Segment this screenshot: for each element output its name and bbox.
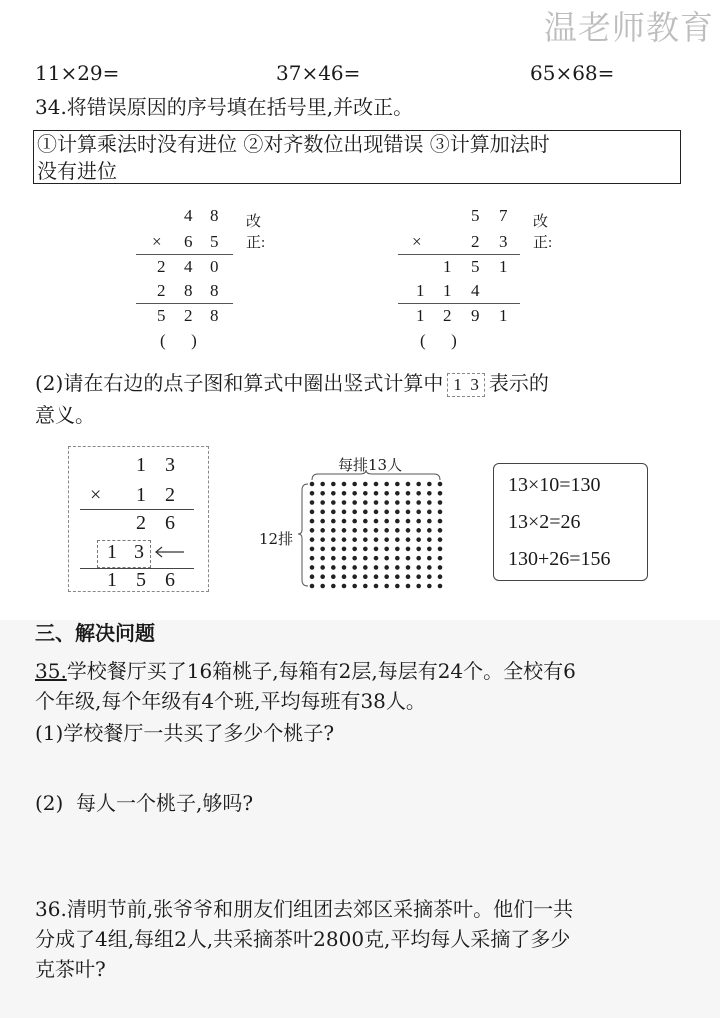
dot [395,565,400,570]
dot [416,482,421,487]
reason-options-line2: 没有进位 [37,159,117,183]
times-sign: × [90,484,102,506]
exercise-37x46: 37×46= [276,61,361,85]
part-2-text-b: 表示的 [488,371,549,395]
reason-options-box [33,130,681,184]
dot [363,537,368,542]
dot [363,565,368,570]
digit: 2 [157,281,166,300]
dot [331,574,336,579]
dot [438,565,443,570]
dot [342,556,347,561]
dot [331,510,336,515]
dot [395,482,400,487]
dot [395,584,400,589]
dot [342,537,347,542]
question-36-line3: 克茶叶? [35,957,106,981]
dot [427,565,432,570]
digit: 6 [165,512,175,534]
dot [438,519,443,524]
dot [342,500,347,505]
dot [416,537,421,542]
dot [331,556,336,561]
dot [352,547,357,552]
part-2-instruction [35,368,549,398]
dot [406,556,411,561]
dot [384,510,389,515]
dot [331,500,336,505]
dot [374,519,379,524]
digit: 6 [184,232,193,251]
dot [331,528,336,533]
digit: 4 [184,257,193,276]
dot [342,491,347,496]
dot [352,491,357,496]
digit: 5 [471,257,480,276]
dot [384,519,389,524]
question-36-line1: 36.清明节前,张爷爷和朋友们组团去郊区采摘茶叶。他们一共 [35,897,574,921]
part-2-instruction-cont: 意义。 [35,403,95,427]
digit: 2 [165,484,175,506]
exercise-65x68: 65×68= [530,61,615,85]
digit: 1 [107,541,117,563]
dot [416,565,421,570]
digit: 8 [210,306,219,325]
question-35-number: 35. [35,659,67,683]
digit: 3 [499,232,508,251]
dot [416,528,421,533]
dot [427,500,432,505]
dot [363,556,368,561]
dot [384,528,389,533]
digit: 9 [471,306,480,325]
digit: 1 [107,569,117,591]
dot [384,574,389,579]
dot [310,519,315,524]
dot [406,510,411,515]
dot [310,565,315,570]
dot [331,491,336,496]
dot [438,547,443,552]
dot [310,500,315,505]
dot [331,584,336,589]
dot [416,519,421,524]
dot [406,500,411,505]
dot [363,584,368,589]
dot [331,565,336,570]
dot [363,528,368,533]
dot-side-label: 12排 [259,530,294,548]
dot [395,491,400,496]
question-36-line2: 分成了4组,每组2人,共采摘茶叶2800克,平均每人采摘了多少 [35,927,571,951]
digit: 1 [443,281,452,300]
dashed-digit-box: 1 3 [447,373,485,397]
dot [416,500,421,505]
question-35-sub1: (1)学校餐厅一共买了多少个桃子? [35,721,335,745]
dot [384,491,389,496]
dot [395,537,400,542]
dot [310,482,315,487]
dot [310,547,315,552]
dot [374,547,379,552]
dot [416,547,421,552]
dot [406,491,411,496]
dot [352,510,357,515]
dot [384,547,389,552]
dot [438,556,443,561]
dot [406,565,411,570]
answer-paren: ( ) [420,331,457,350]
dot [352,519,357,524]
dot [406,574,411,579]
dot [438,537,443,542]
digit: 4 [471,281,480,300]
question-34-title: 34.将错误原因的序号填在括号里,并改正。 [35,95,414,119]
dot [406,482,411,487]
dot [320,574,325,579]
dot [374,500,379,505]
dot [310,556,315,561]
dot [363,510,368,515]
dot [395,528,400,533]
dot [427,584,432,589]
watermark: 温老师教育 [544,8,714,47]
dot [406,537,411,542]
digit: 1 [416,281,425,300]
dot [363,491,368,496]
dot [352,556,357,561]
dot [406,547,411,552]
dot [320,584,325,589]
digit: 1 [136,454,146,476]
section-3-title: 三、解决问题 [35,621,155,645]
dot [384,556,389,561]
dot [384,584,389,589]
question-35-line1 [35,656,576,686]
dot [374,556,379,561]
digit: 1 [443,257,452,276]
digit: 0 [210,257,219,276]
part-2-text-a: (2)请在右边的点子图和算式中圈出竖式计算中 [35,371,444,395]
dot [438,584,443,589]
digit: 7 [499,206,508,225]
dot [352,500,357,505]
dot [374,574,379,579]
digit: 3 [134,541,144,563]
dot [438,482,443,487]
equation-2: 13×2=26 [508,511,581,533]
dot [384,537,389,542]
times-sign: × [412,232,422,251]
question-35-sub2: (2) 每人一个桃子,够吗? [35,791,254,815]
reason-options-line1: ①计算乘法时没有进位 ②对齐数位出现错误 ③计算加法时 [37,132,550,156]
dot [374,584,379,589]
dot [427,482,432,487]
dot [310,584,315,589]
digit: 1 [499,257,508,276]
exercise-11x29: 11×29= [35,61,120,85]
digit: 2 [157,257,166,276]
dot [416,574,421,579]
dot [320,547,325,552]
dot [331,547,336,552]
dot-top-label: 每排13人 [338,456,403,474]
dot [320,500,325,505]
dot [427,537,432,542]
correction-label: 改正: [533,214,553,251]
answer-paren: ( ) [160,331,197,350]
equation-1: 13×10=130 [508,474,601,496]
digit: 5 [210,232,219,251]
dot [352,565,357,570]
dot [320,510,325,515]
equation-3: 130+26=156 [508,548,611,570]
dot [342,574,347,579]
dot [406,528,411,533]
dot [342,547,347,552]
dot [374,491,379,496]
digit: 5 [157,306,166,325]
question-35-line2: 个年级,每个年级有4个班,平均每班有38人。 [35,689,426,713]
dot [320,565,325,570]
dot [331,537,336,542]
digit: 2 [471,232,480,251]
dot [427,519,432,524]
dot [352,574,357,579]
dot [342,519,347,524]
dot-array-diagram [290,470,450,594]
dot [416,510,421,515]
dot [342,482,347,487]
dot [363,482,368,487]
dot [363,500,368,505]
dot [320,491,325,496]
dot [363,574,368,579]
dot [374,528,379,533]
dot [427,547,432,552]
dot [438,528,443,533]
dot [374,510,379,515]
dot [352,528,357,533]
dot [374,482,379,487]
dot [427,491,432,496]
dot [395,519,400,524]
dot [331,482,336,487]
dot [395,574,400,579]
digit: 1 [416,306,425,325]
dot [310,537,315,542]
dot [310,491,315,496]
digit: 5 [471,206,480,225]
dot [406,584,411,589]
dot [331,519,336,524]
dot [384,565,389,570]
dot [310,574,315,579]
dot [395,556,400,561]
dot [438,500,443,505]
dot [384,482,389,487]
dot [320,556,325,561]
digit: 8 [184,281,193,300]
dot [438,491,443,496]
digit: 2 [136,512,146,534]
dot [352,537,357,542]
dot [342,565,347,570]
dot [342,528,347,533]
dot [395,510,400,515]
dot [310,510,315,515]
dot [342,584,347,589]
dot [416,584,421,589]
correction-label: 改正: [246,214,266,251]
equation-box [493,463,648,581]
dot [320,519,325,524]
dot [310,528,315,533]
dot [395,500,400,505]
dot [352,482,357,487]
dot [427,528,432,533]
digit: 6 [165,569,175,591]
digit: 2 [443,306,452,325]
dot [342,510,347,515]
dot [395,547,400,552]
dot [320,482,325,487]
digit: 5 [136,569,146,591]
dot [427,574,432,579]
times-sign: × [152,232,162,251]
dot [384,500,389,505]
dot [438,574,443,579]
dot [374,537,379,542]
digit: 1 [136,484,146,506]
dot [427,556,432,561]
question-35-text: 学校餐厅买了16箱桃子,每箱有2层,每层有24个。全校有6 [66,659,576,683]
dot [352,584,357,589]
dot [320,528,325,533]
arrow-left-icon [150,544,186,560]
dot [438,510,443,515]
digit: 8 [210,281,219,300]
digit: 3 [165,454,175,476]
digit: 2 [184,306,193,325]
dot [374,565,379,570]
dot [320,537,325,542]
digit: 4 [184,206,193,225]
dot [416,556,421,561]
dot [416,491,421,496]
dot [363,547,368,552]
digit: 8 [210,206,219,225]
dot [406,519,411,524]
dot [427,510,432,515]
dot [363,519,368,524]
digit: 1 [499,306,508,325]
